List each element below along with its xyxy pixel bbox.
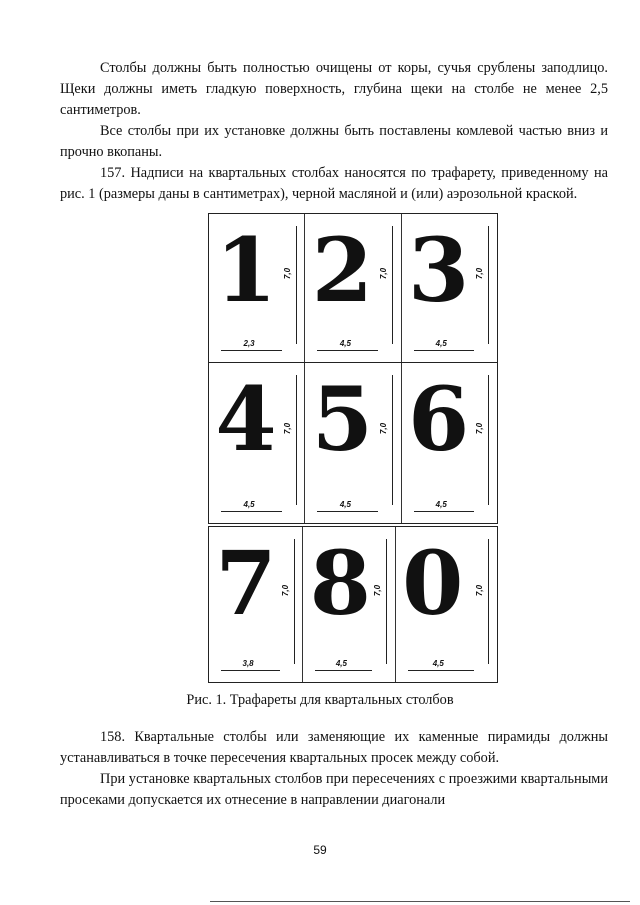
height-dimension-line <box>392 226 393 344</box>
height-dimension-label: 7,0 <box>474 267 484 280</box>
height-dimension-label: 7,0 <box>474 422 484 435</box>
width-dimension-line <box>221 670 280 671</box>
stencil-digit: 2 <box>311 218 373 322</box>
width-dimension-label: 4,5 <box>335 659 347 668</box>
stencil-digit: 4 <box>215 367 277 471</box>
height-dimension-label: 7,0 <box>379 422 389 435</box>
width-dimension-label: 4,5 <box>243 500 255 509</box>
height-dimension-line <box>392 375 393 505</box>
stencil-cell <box>303 527 395 682</box>
stencil-cell <box>402 214 497 362</box>
height-dimension-line <box>488 226 489 344</box>
height-dimension-line <box>296 375 297 505</box>
height-dimension-line <box>294 539 295 664</box>
stencil-row <box>208 526 498 683</box>
stencil-digit: 0 <box>402 531 464 635</box>
width-dimension-line <box>408 670 474 671</box>
stencil-cell <box>305 214 401 362</box>
height-dimension-line <box>488 539 489 664</box>
width-dimension-line <box>315 670 372 671</box>
width-dimension-line <box>221 511 282 512</box>
height-dimension-label: 7,0 <box>379 267 389 280</box>
stencil-cell <box>396 527 497 682</box>
stencil-digit: 7 <box>215 531 277 635</box>
width-dimension-label: 4,5 <box>432 659 444 668</box>
height-dimension-line <box>488 375 489 505</box>
figure-caption: Рис. 1. Трафареты для квартальных столбов <box>186 692 454 708</box>
paragraph-poles-cleaning: Столбы должны быть полностью очищены от коры, сучья срублены заподлицо. Щеки должны иметь гладкую поверхность, глубина щеки на столбе не менее 2,5 сантиметров. <box>60 60 608 118</box>
width-dimension-line <box>414 350 474 351</box>
page-number: 59 <box>313 843 327 857</box>
stencil-figure <box>208 213 498 683</box>
paragraph-poles-installation: Все столбы при их установке должны быть поставлены комлевой частью вниз и прочно вкопаны. <box>60 123 608 160</box>
stencil-row <box>208 362 498 524</box>
height-dimension-line <box>296 226 297 344</box>
stencil-digit: 8 <box>309 531 371 635</box>
stencil-digit: 1 <box>215 218 277 322</box>
stencil-digit: 5 <box>311 367 373 471</box>
stencil-cell <box>402 363 497 523</box>
width-dimension-line <box>317 511 378 512</box>
height-dimension-label: 7,0 <box>474 584 484 596</box>
width-dimension-label: 3,8 <box>242 659 254 668</box>
width-dimension-label: 4,5 <box>339 500 351 509</box>
bottom-rule <box>210 901 630 902</box>
width-dimension-label: 4,5 <box>339 339 351 348</box>
paragraph-installation-intersections: При установке квартальных столбов при пересечениях с проезжими квартальными просеками допускается их отнесение в направлении диагонали <box>60 771 608 808</box>
width-dimension-label: 4,5 <box>435 500 447 509</box>
height-dimension-label: 7,0 <box>283 267 293 280</box>
height-dimension-line <box>386 539 387 664</box>
stencil-cell <box>305 363 401 523</box>
width-dimension-line <box>317 350 378 351</box>
paragraph-157: 157. Надписи на квартальных столбах наносятся по трафарету, приведенному на рис. 1 (размеры даны в сантиметрах), черной масляной и (или) аэрозольной краской. <box>60 165 608 202</box>
width-dimension-line <box>221 350 282 351</box>
width-dimension-line <box>414 511 474 512</box>
height-dimension-label: 7,0 <box>283 422 293 435</box>
stencil-cell <box>209 527 303 682</box>
stencil-cell <box>209 214 305 362</box>
stencil-digit: 3 <box>408 218 470 322</box>
height-dimension-label: 7,0 <box>281 584 291 596</box>
stencil-row <box>208 213 498 363</box>
width-dimension-label: 2,3 <box>243 339 255 348</box>
height-dimension-label: 7,0 <box>373 584 383 596</box>
width-dimension-label: 4,5 <box>435 339 447 348</box>
paragraph-158: 158. Квартальные столбы или заменяющие их каменные пирамиды должны устанавливаться в точке пересечения квартальных просек между собой. <box>60 729 608 766</box>
stencil-digit: 6 <box>408 367 470 471</box>
stencil-cell <box>209 363 305 523</box>
